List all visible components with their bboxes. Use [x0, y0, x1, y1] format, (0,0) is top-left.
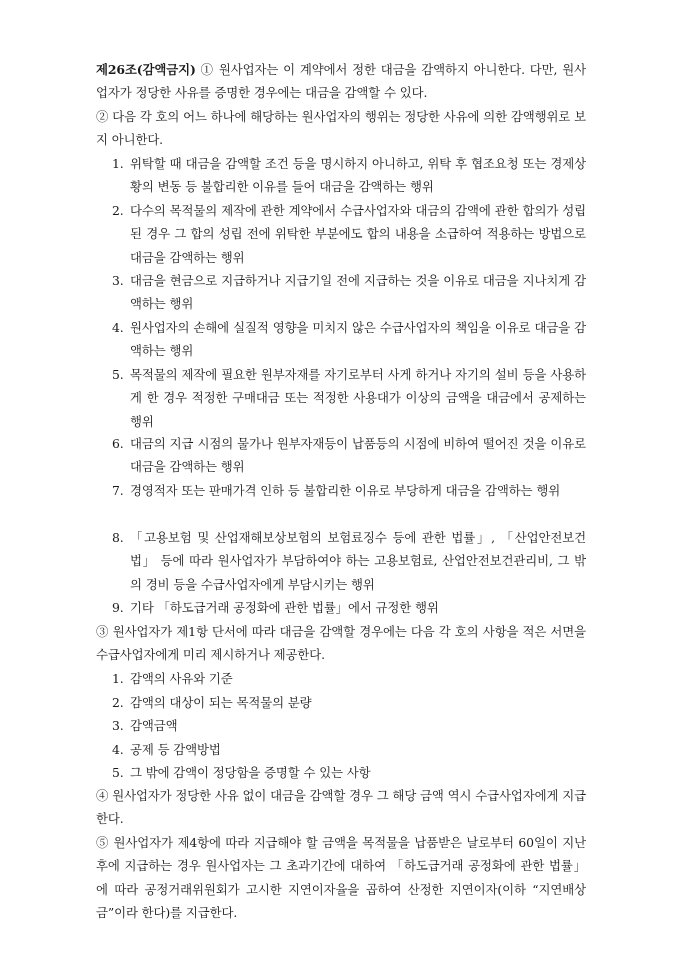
- list-item: [112, 432, 586, 479]
- list-item: [112, 714, 586, 737]
- item-number: 7.: [112, 483, 124, 498]
- paragraph-1-text: ① 원사업자는 이 계약에서 정한 대금을 감액하지 아니한다. 다만, 원사업자가 정당한 사유를 증명한 경우에는 대금을 감액할 수 있다.: [96, 62, 586, 101]
- list-item: [112, 199, 586, 269]
- paragraph-2: ② 다음 각 호의 어느 하나에 해당하는 원사업자의 행위는 정당한 사유에 의한 감액행위로 보지 아니한다.: [96, 109, 586, 148]
- item-text: 다수의 목적물의 제작에 관한 계약에서 수급사업자와 대금의 감액에 관한 합의가 성립된 경우 그 합의 성립 전에 위탁한 부분에도 합의 내용을 소급하여 적용하는 방법으로 대금을 감액하는 행위: [130, 203, 586, 265]
- list-item: [112, 761, 586, 784]
- list-item: [112, 691, 586, 714]
- item-text: 감액의 대상이 되는 목적물의 분량: [130, 695, 312, 710]
- item-number: 3.: [112, 273, 124, 288]
- item-number: 5.: [112, 765, 124, 780]
- paragraph-5: ⑤ 원사업자가 제4항에 따라 지급해야 할 금액을 목적물을 납품받은 날로부터 60일이 지난 후에 지급하는 경우 원사업자는 그 초과기간에 대하여 「하도급거래 공정화에 관한 법률」에 따라 공정거래위원회가 고시한 지연이자율을 곱하여 산정한 지연이자(이하 “지연배상금”이라 한다)를 지급한다.: [96, 835, 586, 921]
- list-item: [112, 526, 586, 596]
- item-text: 감액의 사유와 기준: [130, 671, 233, 686]
- item-number: 9.: [112, 600, 124, 615]
- item-number: 6.: [112, 436, 124, 451]
- list-item: [112, 152, 586, 199]
- item-text: 목적물의 제작에 필요한 원부자재를 자기로부터 사게 하거나 자기의 설비 등을 사용하게 한 경우 적정한 구매대금 또는 적정한 사용대가 이상의 금액을 대금에서 공제하는 행위: [130, 367, 586, 429]
- paragraph-1: [96, 58, 586, 105]
- list-item: [112, 479, 586, 502]
- item-number: 4.: [112, 320, 124, 335]
- item-number: 4.: [112, 742, 124, 757]
- list-item: [112, 596, 586, 619]
- item-number: 1.: [112, 156, 124, 171]
- paragraph-3: ③ 원사업자가 제1항 단서에 따라 대금을 감액할 경우에는 다음 각 호의 사항을 적은 서면을 수급사업자에게 미리 제시하거나 제공한다.: [96, 624, 586, 663]
- item-text: 원사업자의 손해에 실질적 영향을 미치지 않은 수급사업자의 책임을 이유로 대금을 감액하는 행위: [130, 320, 586, 359]
- item-text: 대금을 현금으로 지급하거나 지급기일 전에 지급하는 것을 이유로 대금을 지나치게 감액하는 행위: [130, 273, 586, 312]
- list-item: [112, 738, 586, 761]
- item-number: 3.: [112, 718, 124, 733]
- item-text: 대금의 지급 시점의 물가나 원부자재등이 납품등의 시점에 비하여 떨어진 것을 이유로 대금을 감액하는 행위: [130, 436, 586, 475]
- item-text: 감액금액: [130, 718, 178, 733]
- item-number: 1.: [112, 671, 124, 686]
- item-text: 「고용보험 및 산업재해보상보험의 보험료징수 등에 관한 법률」, 「산업안전보건법」 등에 따라 원사업자가 부담하여야 하는 고용보험료, 산업안전보건관리비, 그 밖의 경비 등을 수급사업자에게 부담시키는 행위: [130, 530, 586, 592]
- item-number: 2.: [112, 695, 124, 710]
- list-item: [112, 269, 586, 316]
- item-text: 기타 「하도급거래 공정화에 관한 법률」에서 규정한 행위: [130, 600, 439, 615]
- item-text: 위탁할 때 대금을 감액할 조건 등을 명시하지 아니하고, 위탁 후 협조요청 또는 경제상황의 변동 등 불합리한 이유를 들어 대금을 감액하는 행위: [130, 156, 586, 195]
- item-text: 경영적자 또는 판매가격 인하 등 불합리한 이유로 부당하게 대금을 감액하는 행위: [130, 483, 561, 498]
- list-item: [112, 667, 586, 690]
- item-number: 8.: [112, 530, 124, 545]
- item-number: 2.: [112, 203, 124, 218]
- item-text: 공제 등 감액방법: [130, 742, 221, 757]
- list-item: [112, 363, 586, 433]
- article-title: 제26조(감액금지): [96, 62, 196, 77]
- paragraph-4: ④ 원사업자가 정당한 사유 없이 대금을 감액할 경우 그 해당 금액 역시 수급사업자에게 지급한다.: [96, 788, 586, 827]
- item-text: 그 밖에 감액이 정당함을 증명할 수 있는 사항: [130, 765, 371, 780]
- list-item: [112, 316, 586, 363]
- item-number: 5.: [112, 367, 124, 382]
